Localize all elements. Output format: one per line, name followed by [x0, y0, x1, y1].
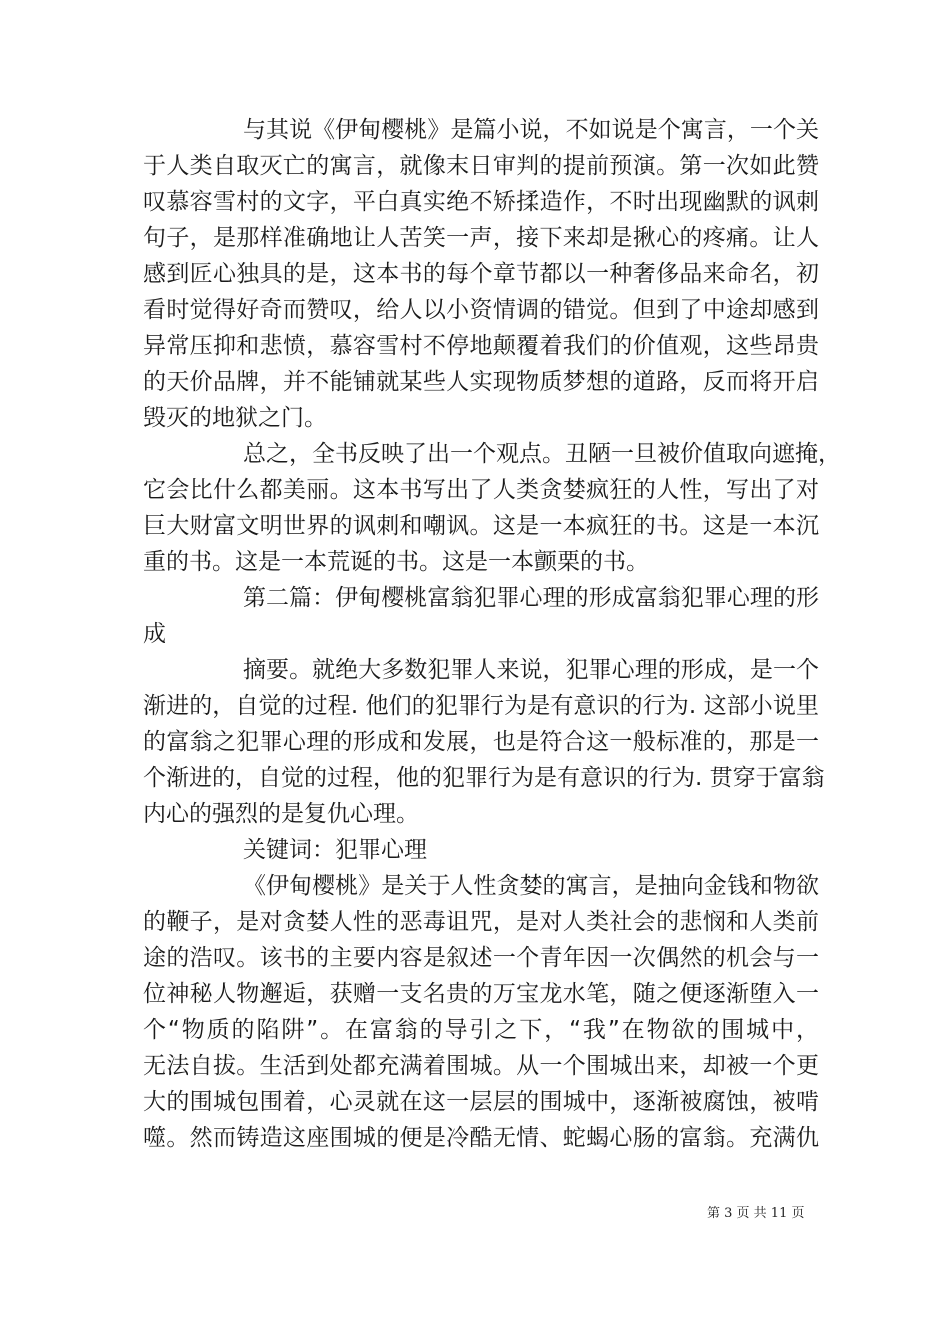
text-line: 渐进的，自觉的过程. 他们的犯罪行为是有意识的行为. 这部小说里	[143, 693, 819, 719]
text-line: 异常压抑和悲愤，慕容雪村不停地颠覆着我们的价值观，这些昂贵	[143, 333, 819, 359]
text-line: 重的书。这是一本荒诞的书。这是一本颤栗的书。	[143, 549, 649, 575]
text-line: 内心的强烈的是复仇心理。	[143, 801, 419, 827]
text-line: 的天价品牌，并不能铺就某些人实现物质梦想的道路，反而将开启	[143, 369, 819, 395]
text-line: 于人类自取灭亡的寓言，就像末日审判的提前预演。第一次如此赞	[143, 153, 819, 179]
text-line: 它会比什么都美丽。这本书写出了人类贪婪疯狂的人性，写出了对	[143, 477, 819, 503]
text-line: 无法自拔。生活到处都充满着围城。从一个围城出来，却被一个更	[143, 1053, 819, 1079]
text-line: 噬。然而铸造这座围城的便是冷酷无情、蛇蝎心肠的富翁。充满仇	[143, 1125, 819, 1151]
text-line: 大的围城包围着，心灵就在这一层层的围城中，逐渐被腐蚀，被啃	[143, 1089, 819, 1115]
text-line: 《伊甸樱桃》是关于人性贪婪的寓言，是抽向金钱和物欲	[243, 873, 819, 899]
body-text	[143, 112, 841, 1156]
paragraph	[143, 436, 841, 580]
text-line: 叹慕容雪村的文字，平白真实绝不矫揉造作，不时出现幽默的讽刺	[143, 189, 819, 215]
text-line: 的富翁之犯罪心理的形成和发展，也是符合这一般标准的，那是一	[143, 729, 819, 755]
paragraph	[143, 112, 819, 436]
text-line: 巨大财富文明世界的讽刺和嘲讽。这是一本疯狂的书。这是一本沉	[143, 513, 819, 539]
text-line: 关键词：犯罪心理	[243, 837, 427, 863]
text-line: 个“物质的陷阱”。在富翁的导引之下，“我”在物欲的围城中，	[143, 1017, 819, 1043]
page-number-footer: 第 3 页 共 11 页	[707, 1206, 805, 1221]
text-line: 毁灭的地狱之门。	[143, 405, 327, 431]
text-line: 与其说《伊甸樱桃》是篇小说，不如说是个寓言，一个关	[243, 117, 819, 143]
text-line: 途的浩叹。该书的主要内容是叙述一个青年因一次偶然的机会与一	[143, 945, 819, 971]
text-line: 的鞭子，是对贪婪人性的恶毒诅咒，是对人类社会的悲悯和人类前	[143, 909, 819, 935]
keywords-paragraph	[143, 832, 819, 868]
text-line: 成	[143, 621, 166, 647]
text-line: 个渐进的，自觉的过程，他的犯罪行为是有意识的行为. 贯穿于富翁	[143, 765, 825, 791]
text-line: 句子，是那样准确地让人苦笑一声，接下来却是揪心的疼痛。让人	[143, 225, 819, 251]
text-line: 第二篇：伊甸樱桃富翁犯罪心理的形成富翁犯罪心理的形	[243, 585, 819, 611]
paragraph	[143, 868, 819, 1156]
text-line: 位神秘人物邂逅，获赠一支名贵的万宝龙水笔，随之便逐渐堕入一	[143, 981, 819, 1007]
text-line: 总之，全书反映了出一个观点。丑陋一旦被价值取向遮掩，	[243, 441, 841, 467]
abstract-paragraph	[143, 652, 825, 832]
text-line: 摘要。就绝大多数犯罪人来说，犯罪心理的形成，是一个	[243, 657, 819, 683]
text-line: 看时觉得好奇而赞叹，给人以小资情调的错觉。但到了中途却感到	[143, 297, 819, 323]
section-heading	[143, 580, 819, 652]
text-line: 感到匠心独具的是，这本书的每个章节都以一种奢侈品来命名，初	[143, 261, 819, 287]
